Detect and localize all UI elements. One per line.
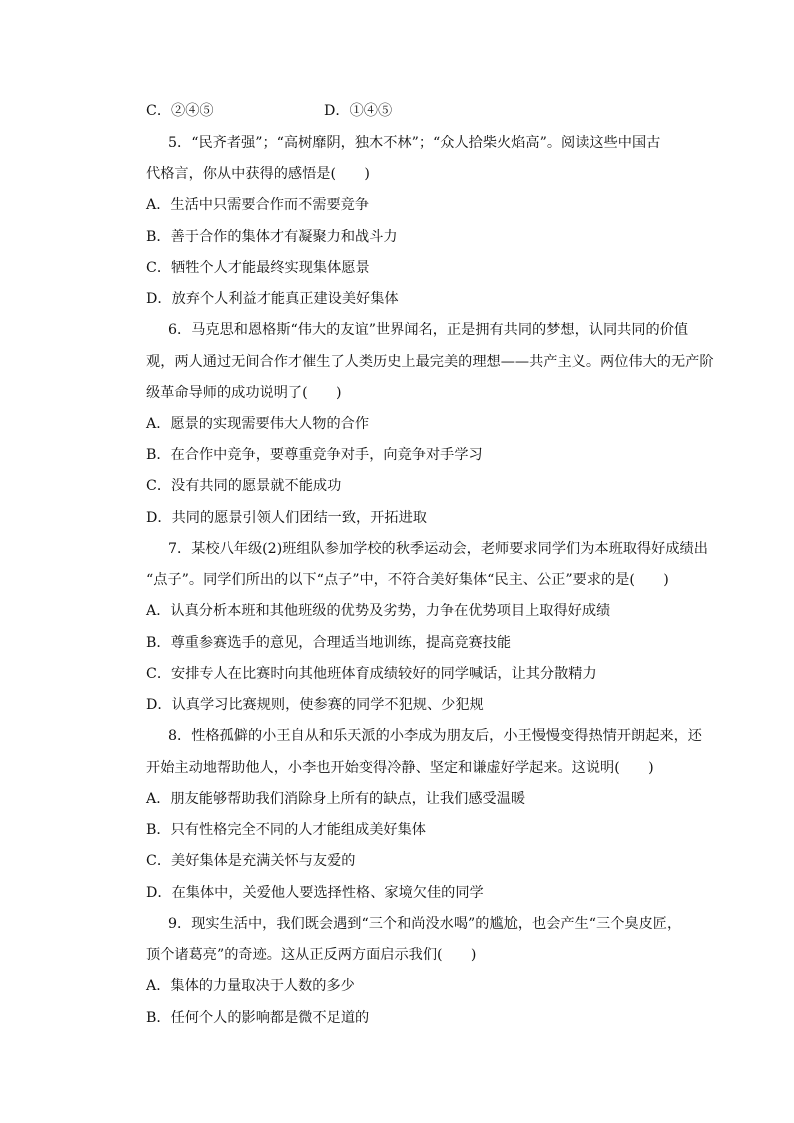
question-5-option-b: B．善于合作的集体才有凝聚力和战斗力 [146, 229, 398, 245]
question-9-option-b: B．任何个人的影响都是微不足道的 [146, 1010, 370, 1026]
question-6-line-2: 观，两人通过无间合作才催生了人类历史上最完美的理想——共产主义。两位伟大的无产阶 [146, 354, 714, 370]
option-c: C．②④⑤ [146, 103, 214, 119]
question-9-option-a: A．集体的力量取决于人数的多少 [146, 978, 355, 994]
question-6-line-3: 级革命导师的成功说明了( ) [146, 385, 342, 401]
question-5-option-d: D．放弃个人利益才能真正建设美好集体 [146, 291, 399, 307]
question-8-option-c: C．美好集体是充满关怀与友爱的 [146, 853, 356, 869]
question-8-line-1: 8．性格孤僻的小王自从和乐天派的小李成为朋友后，小王慢慢变得热情开朗起来，还 [168, 728, 702, 744]
question-5-option-c: C．牺牲个人才能最终实现集体愿景 [146, 260, 370, 276]
question-6-option-a: A．愿景的实现需要伟大人物的合作 [146, 416, 370, 432]
question-5-line-2: 代格言，你从中获得的感悟是( ) [146, 166, 370, 182]
question-7-line-1: 7．某校八年级(2)班组队参加学校的秋季运动会，老师要求同学们为本班取得好成绩出 [168, 541, 708, 557]
question-9-line-2: 顶个诸葛亮”的奇迹。这从正反两方面启示我们( ) [146, 947, 477, 963]
question-8-line-2: 开始主动地帮助他人，小李也开始变得冷静、坚定和谦虚好学起来。这说明( ) [146, 760, 654, 776]
question-8-option-b: B．只有性格完全不同的人才能组成美好集体 [146, 822, 426, 838]
question-6-option-c: C．没有共同的愿景就不能成功 [146, 478, 342, 494]
question-5-option-a: A．生活中只需要合作而不需要竞争 [146, 197, 370, 213]
question-6-option-d: D．共同的愿景引领人们团结一致，开拓进取 [146, 510, 427, 526]
option-d: D．①④⑤ [324, 103, 393, 119]
question-9-line-1: 9．现实生活中，我们既会遇到“三个和尚没水喝”的尴尬，也会产生“三个臭皮匠， [168, 916, 682, 932]
question-6-option-b: B．在合作中竞争，要尊重竞争对手，向竞争对手学习 [146, 447, 483, 463]
question-8-option-a: A．朋友能够帮助我们消除身上所有的缺点，让我们感受温暖 [146, 791, 526, 807]
question-5-line-1: 5．“民齐者强”；“高树靡阴，独木不林”；“众人拾柴火焰高”。阅读这些中国古 [168, 135, 661, 151]
question-7-option-a: A．认真分析本班和其他班级的优势及劣势，力争在优势项目上取得好成绩 [146, 603, 611, 619]
question-6-line-1: 6．马克思和恩格斯“伟大的友谊”世界闻名，正是拥有共同的梦想，认同共同的价值 [168, 322, 689, 338]
question-7-option-b: B．尊重参赛选手的意见，合理适当地训练，提高竞赛技能 [146, 635, 512, 651]
question-7-option-c: C．安排专人在比赛时向其他班体育成绩较好的同学喊话，让其分散精力 [146, 666, 597, 682]
question-7-option-d: D．认真学习比赛规则，使参赛的同学不犯规、少犯规 [146, 697, 484, 713]
question-8-option-d: D．在集体中，关爱他人要选择性格、家境欠佳的同学 [146, 885, 484, 901]
question-7-line-2: “点子”。同学们所出的以下“点子”中，不符合美好集体“民主、公正”要求的是( ) [146, 572, 669, 588]
